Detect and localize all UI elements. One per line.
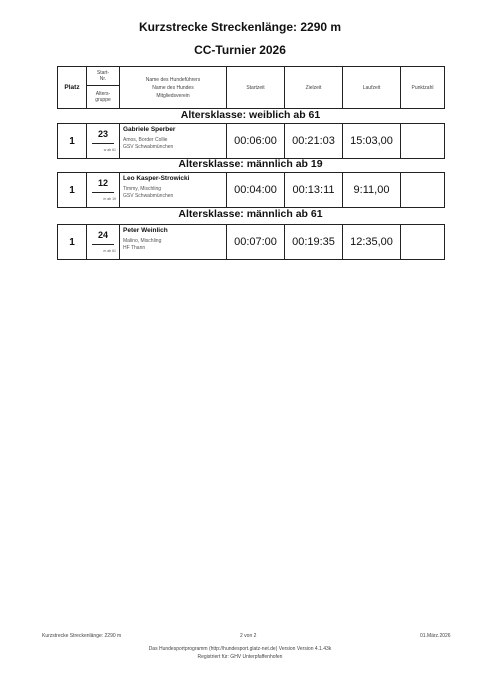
row-place: 1 <box>58 124 87 159</box>
result-row <box>57 123 445 159</box>
row-age-group: w ab 61 <box>103 148 116 152</box>
row-start-cell <box>87 173 120 208</box>
page-title: Kurzstrecke Streckenlänge: 2290 m <box>138 20 342 34</box>
row-age-group: m ab 61 <box>103 249 116 253</box>
row-zielzeit: 00:21:03 <box>285 124 343 159</box>
row-start-cell <box>87 124 120 159</box>
section-title: Altersklasse: weiblich ab 61 <box>180 109 321 121</box>
result-row <box>57 224 445 260</box>
footer-date: 01.März.2026 <box>420 633 451 639</box>
header-punktzahl: Punktzahl <box>401 67 445 109</box>
row-handler-name: Gabriele Sperber <box>123 126 176 133</box>
header-start-nr: Start- Nr. <box>87 67 119 86</box>
row-start-nr: 23 <box>92 126 114 144</box>
row-place: 1 <box>58 173 87 208</box>
row-startzeit: 00:04:00 <box>227 173 285 208</box>
result-row <box>57 172 445 208</box>
row-punktzahl <box>401 173 445 208</box>
footer-program-info: Das Hundesportprogramm (http://hundesport.glatz-net.de) Version Version 4.1.43k <box>148 646 332 652</box>
header-zielzeit: Zielzeit <box>285 67 343 109</box>
row-laufzeit: 12:35,00 <box>343 225 401 260</box>
row-startzeit: 00:06:00 <box>227 124 285 159</box>
row-laufzeit: 15:03,00 <box>343 124 401 159</box>
row-zielzeit: 00:19:35 <box>285 225 343 260</box>
section-title: Altersklasse: männlich ab 61 <box>178 208 323 220</box>
row-dog: Malino, Mischling <box>123 238 162 244</box>
header-laufzeit: Laufzeit <box>343 67 401 109</box>
row-start-cell <box>87 225 120 260</box>
row-name-cell <box>120 173 227 208</box>
row-dog: Timmy, Mischling <box>123 186 162 192</box>
row-club: GSV Schwabmünchen <box>123 193 174 199</box>
footer-registration: Registriert für: GHV Unterpfaffenhofen <box>197 654 283 660</box>
row-name-cell <box>120 225 227 260</box>
row-zielzeit: 00:13:11 <box>285 173 343 208</box>
row-handler-name: Leo Kasper-Strowicki <box>123 175 190 182</box>
row-dog: Amos, Border Collie <box>123 137 168 143</box>
row-age-group: m ab 19 <box>103 197 116 201</box>
results-table-header <box>57 66 445 109</box>
row-name-cell <box>120 124 227 159</box>
footer-page-number: 2 von 2 <box>240 633 257 639</box>
page-subtitle: CC-Turnier 2026 <box>194 43 286 57</box>
row-start-nr: 12 <box>92 175 114 193</box>
row-punktzahl <box>401 225 445 260</box>
row-startzeit: 00:07:00 <box>227 225 285 260</box>
row-place: 1 <box>58 225 87 260</box>
section-title: Altersklasse: männlich ab 19 <box>178 158 323 170</box>
row-club: GSV Schwabmünchen <box>123 144 174 150</box>
row-club: HF Thann <box>123 245 146 251</box>
row-handler-name: Peter Weinlich <box>123 227 168 234</box>
header-startzeit: Startzeit <box>227 67 285 109</box>
footer-title: Kurzstrecke Streckenlänge: 2290 m <box>42 633 122 639</box>
header-platz: Platz <box>58 67 87 109</box>
row-punktzahl <box>401 124 445 159</box>
header-alters-gruppe: Alters- gruppe <box>95 91 111 103</box>
row-start-nr: 24 <box>92 227 114 245</box>
header-name-col: Name des Hundeführers Name des Hundes Mitgliedsverein <box>120 67 227 109</box>
header-start-group <box>87 67 120 109</box>
row-laufzeit: 9:11,00 <box>343 173 401 208</box>
